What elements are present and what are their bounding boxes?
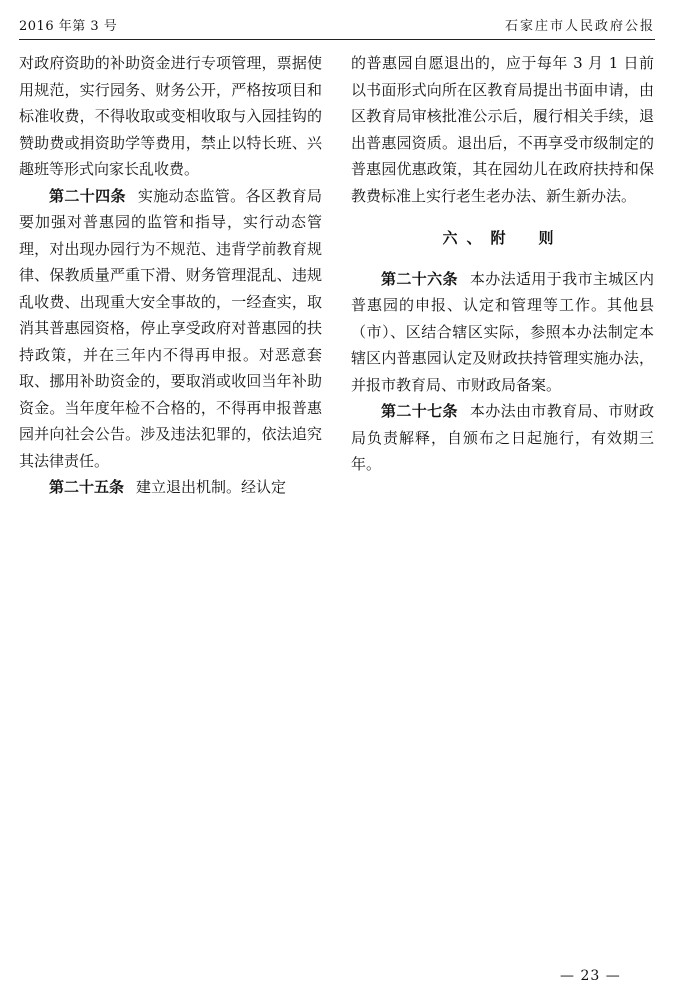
left-text-column bbox=[19, 50, 322, 501]
article-25-continuation: 的普惠园自愿退出的，应于每年 3 月 1 日前以书面形式向所在区教育局提出书面申请，由区教育局审核批准公示后，履行相关手续，退出普惠园资质。退出后，不再享受市级制定的普惠园优惠政策，其在园幼儿在政府扶持和保教费标准上实行老生老办法、新生新办法。 bbox=[351, 54, 654, 205]
header-publication-title: 石家庄市人民政府公报 bbox=[504, 19, 655, 34]
paragraph-continuation: 对政府资助的补助资金进行专项管理，票据使用规范，实行园务、财务公开，严格按项目和标准收费，不得收取或变相收取与入园挂钩的赞助费或捐资助学等费用，禁止以特长班、兴趣班等形式向家长乱收费。 bbox=[19, 54, 322, 178]
article-26 bbox=[351, 266, 654, 399]
page-number: — 23 — bbox=[560, 968, 621, 984]
article-27-label: 第二十七条 bbox=[381, 402, 458, 420]
article-26-label: 第二十六条 bbox=[381, 269, 458, 288]
right-text-column bbox=[351, 50, 654, 478]
header-divider bbox=[19, 39, 655, 40]
article-24 bbox=[19, 183, 322, 475]
section-heading: 六、附 则 bbox=[442, 229, 563, 247]
article-27-text: 本办法由市教育局、市财政局负责解释，自颁布之日起施行，有效期三年。 bbox=[351, 402, 654, 473]
article-26-text: 本办法适用于我市主城区内普惠园的申报、认定和管理等工作。其他县（市）、区结合辖区实际，参照本办法制定本辖区内普惠园认定及财政扶持管理实施办法，并报市教育局、市财政局备案。 bbox=[351, 269, 654, 394]
article-25 bbox=[19, 474, 322, 501]
article-25-label: 第二十五条 bbox=[49, 478, 125, 496]
article-25-text: 建立退出机制。经认定 bbox=[136, 478, 287, 496]
article-24-label: 第二十四条 bbox=[49, 186, 126, 205]
header-issue: 2016 年第 3 号 bbox=[19, 19, 118, 34]
article-24-text: 实施动态监管。各区教育局要加强对普惠园的监管和指导，实行动态管理，对出现办园行为不规范、违背学前教育规律、保教质量严重下滑、财务管理混乱、违规乱收费、出现重大安全事故的，一经查实，取消其普惠园资格，停止享受政府对普惠园的扶持政策，并在三年内不得再申报。对恶意套取、挪用补助资金的，要取消或收回当年补助资金。当年度年检不合格的，不得再申报普惠园并向社会公告。涉及违法犯罪的，依法追究其法律责任。 bbox=[19, 186, 322, 470]
article-27 bbox=[351, 398, 654, 478]
